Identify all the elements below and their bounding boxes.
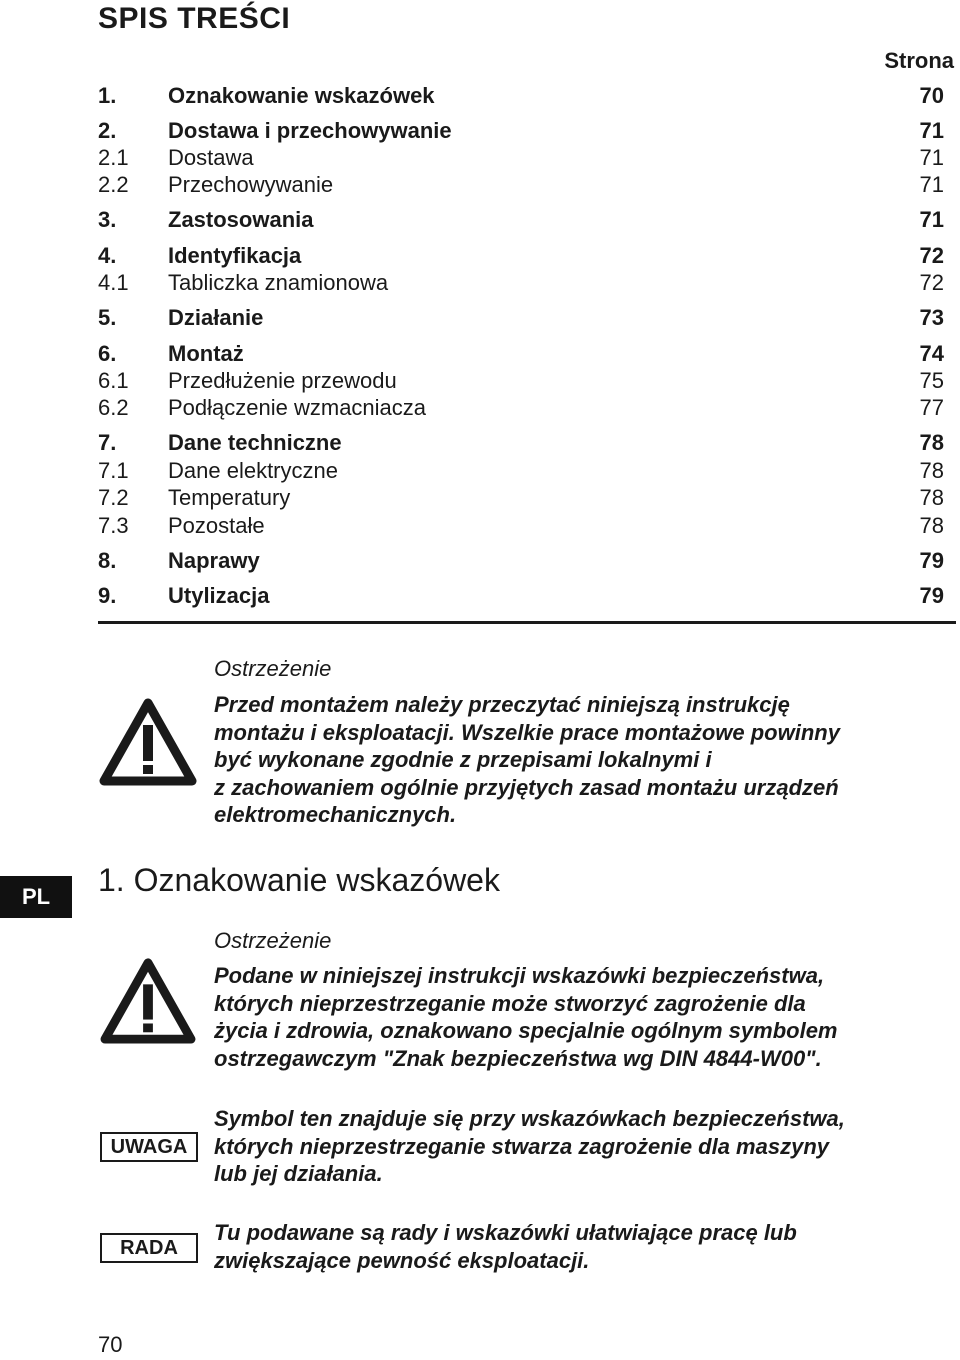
toc-page: 72 <box>919 243 944 268</box>
toc-row <box>98 304 944 332</box>
text-line: życia i zdrowia, oznakowano specjalnie ogólnym symbolem <box>214 1018 838 1043</box>
toc-row <box>98 394 944 422</box>
toc-row <box>98 144 944 172</box>
warning-text <box>214 962 838 1072</box>
text-line: ostrzegawczym "Znak bezpieczeństwa wg DIN 4844-W00". <box>214 1045 822 1071</box>
toc-row <box>98 242 944 270</box>
toc-label: Działanie <box>168 305 264 330</box>
warning-heading: Ostrzeżenie <box>214 928 332 953</box>
toc-number: 9. <box>98 583 117 608</box>
toc-page: 78 <box>919 430 944 455</box>
toc-row <box>98 171 944 199</box>
toc-number: 2. <box>98 118 117 143</box>
toc-row <box>98 117 944 145</box>
uwaga-text <box>214 1105 845 1188</box>
warning-triangle-icon <box>98 695 198 787</box>
toc-label: Oznakowanie wskazówek <box>168 83 435 108</box>
divider <box>98 621 956 624</box>
toc-number: 7.1 <box>98 458 129 483</box>
toc-label: Pozostałe <box>168 513 265 538</box>
text-line: elektromechanicznych. <box>214 802 457 827</box>
toc-label: Przedłużenie przewodu <box>168 368 397 393</box>
toc-number: 5. <box>98 305 117 330</box>
text-line: Symbol ten znajduje się przy wskazówkach bezpieczeństwa, <box>214 1106 845 1131</box>
toc-row <box>98 206 944 234</box>
toc-row <box>98 340 944 368</box>
toc-page: 78 <box>919 513 944 538</box>
toc-label: Przechowywanie <box>168 172 334 197</box>
text-line: lub jej działania. <box>214 1161 383 1186</box>
toc-label: Dostawa i przechowywanie <box>168 118 452 143</box>
toc-row <box>98 512 944 540</box>
toc-number: 2.1 <box>98 145 129 170</box>
toc-number: 3. <box>98 207 117 232</box>
toc-page: 77 <box>919 395 944 420</box>
toc-row <box>98 457 944 485</box>
toc-label: Dane techniczne <box>168 430 342 455</box>
toc-page: 70 <box>919 83 944 108</box>
toc-label: Naprawy <box>168 548 260 573</box>
text-line: montażu i eksploatacji. Wszelkie prace montażowe powinny <box>214 719 840 745</box>
toc-number: 7.3 <box>98 513 129 538</box>
rada-label: RADA <box>100 1233 198 1263</box>
toc-number: 7.2 <box>98 485 129 510</box>
toc-page: 75 <box>919 368 944 393</box>
toc-label: Tabliczka znamionowa <box>168 270 389 295</box>
page-column-header: Strona <box>884 48 954 73</box>
toc-page: 79 <box>919 583 944 608</box>
toc-number: 6. <box>98 341 117 366</box>
text-line: których nieprzestrzeganie może stworzyć zagrożenie dla <box>214 990 806 1016</box>
toc-label: Montaż <box>168 341 244 366</box>
toc-row <box>98 269 944 297</box>
toc-label: Identyfikacja <box>168 243 302 268</box>
toc-row <box>98 547 944 575</box>
toc-row <box>98 367 944 395</box>
toc-label: Dostawa <box>168 145 254 170</box>
text-line: których nieprzestrzeganie stwarza zagrożenie dla maszyny <box>214 1133 830 1159</box>
text-line: Podane w niniejszej instrukcji wskazówki bezpieczeństwa, <box>214 963 825 988</box>
toc-row <box>98 429 944 457</box>
toc-number: 6.2 <box>98 395 129 420</box>
toc-page: 71 <box>919 207 944 232</box>
toc-number: 1. <box>98 83 117 108</box>
text-line: Tu podawane są rady i wskazówki ułatwiające pracę lub <box>214 1220 797 1245</box>
text-line: zwiększające pewność eksploatacji. <box>214 1247 590 1273</box>
text-line: Przed montażem należy przeczytać niniejszą instrukcję <box>214 692 790 717</box>
toc-page: 78 <box>919 485 944 510</box>
toc-number: 4. <box>98 243 117 268</box>
toc-page: 71 <box>919 172 944 197</box>
language-tab: PL <box>0 876 72 918</box>
toc-label: Podłączenie wzmacniacza <box>168 395 427 420</box>
toc-page: 72 <box>919 270 944 295</box>
toc-page: 79 <box>919 548 944 573</box>
toc-page: 71 <box>919 145 944 170</box>
toc-label: Temperatury <box>168 485 291 510</box>
toc-number: 6.1 <box>98 368 129 393</box>
uwaga-label: UWAGA <box>100 1132 198 1162</box>
page-number: 70 <box>98 1332 123 1357</box>
toc-row <box>98 484 944 512</box>
page-title: SPIS TREŚCI <box>98 2 291 35</box>
toc-label: Zastosowania <box>168 207 314 232</box>
toc-number: 8. <box>98 548 117 573</box>
toc-label: Utylizacja <box>168 583 270 608</box>
text-line: być wykonane zgodnie z przepisami lokalnymi i <box>214 747 712 772</box>
toc-page: 78 <box>919 458 944 483</box>
warning-triangle-icon <box>98 955 198 1045</box>
rada-text <box>214 1219 797 1274</box>
toc-row <box>98 582 944 610</box>
warning-text <box>214 691 840 829</box>
section-heading: 1. Oznakowanie wskazówek <box>98 862 500 898</box>
toc-page: 74 <box>919 341 944 366</box>
text-line: z zachowaniem ogólnie przyjętych zasad montażu urządzeń <box>214 774 839 800</box>
toc-page: 73 <box>919 305 944 330</box>
toc-number: 7. <box>98 430 117 455</box>
toc-number: 4.1 <box>98 270 129 295</box>
toc-label: Dane elektryczne <box>168 458 338 483</box>
toc-number: 2.2 <box>98 172 129 197</box>
warning-heading: Ostrzeżenie <box>214 656 332 681</box>
toc-page: 71 <box>919 118 944 143</box>
toc-row <box>98 82 944 110</box>
